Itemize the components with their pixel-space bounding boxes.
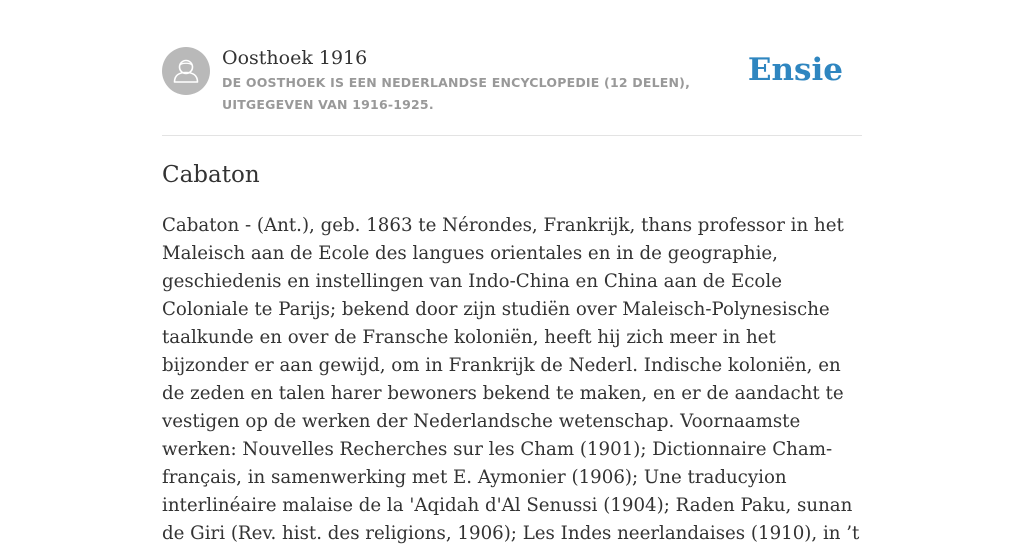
brand-logo[interactable]: Ensie <box>747 52 843 88</box>
article-title: Cabaton <box>162 162 260 188</box>
user-silhouette-icon <box>162 47 210 95</box>
article-body: Cabaton - (Ant.), geb. 1863 te Nérondes, Frankrijk, thans professor in het Maleisch aan de Ecole des langues orientales en in de geographie, geschiedenis en instellingen van Indo-China en China aan de Ecole Coloniale te Parijs; bekend door zijn studiën over Maleisch-Polynesische taalkunde en over de Fransche koloniën, heeft hij zich meer in het bijzonder er aan gewijd, om in Frankrijk de Nederl. Indische koloniën, en de zeden en talen harer bewoners bekend te maken, en er de aandacht te vestigen op de werken der Nederlandsche wetenschap. Voornaamste werken: Nouvelles Recherches sur les Cham (1901); Dictionnaire Cham-français, in samenwerking met E. Aymonier (1906); Une traducyion interlinéaire malaise de la 'Aqidah d'Al Senussi (1904); Raden Paku, sunan de Giri (Rev. hist. des religions, 1906); Les Indes neerlandaises (1910), in ’t <box>162 215 860 544</box>
source-header <box>162 0 862 136</box>
source-avatar[interactable] <box>162 47 210 95</box>
content-container <box>162 0 862 544</box>
source-description: DE OOSTHOEK IS EEN NEDERLANDSE ENCYCLOPEDIE (12 DELEN), UITGEGEVEN VAN 1916-1925. <box>222 75 691 112</box>
source-title[interactable]: Oosthoek 1916 <box>222 47 368 69</box>
